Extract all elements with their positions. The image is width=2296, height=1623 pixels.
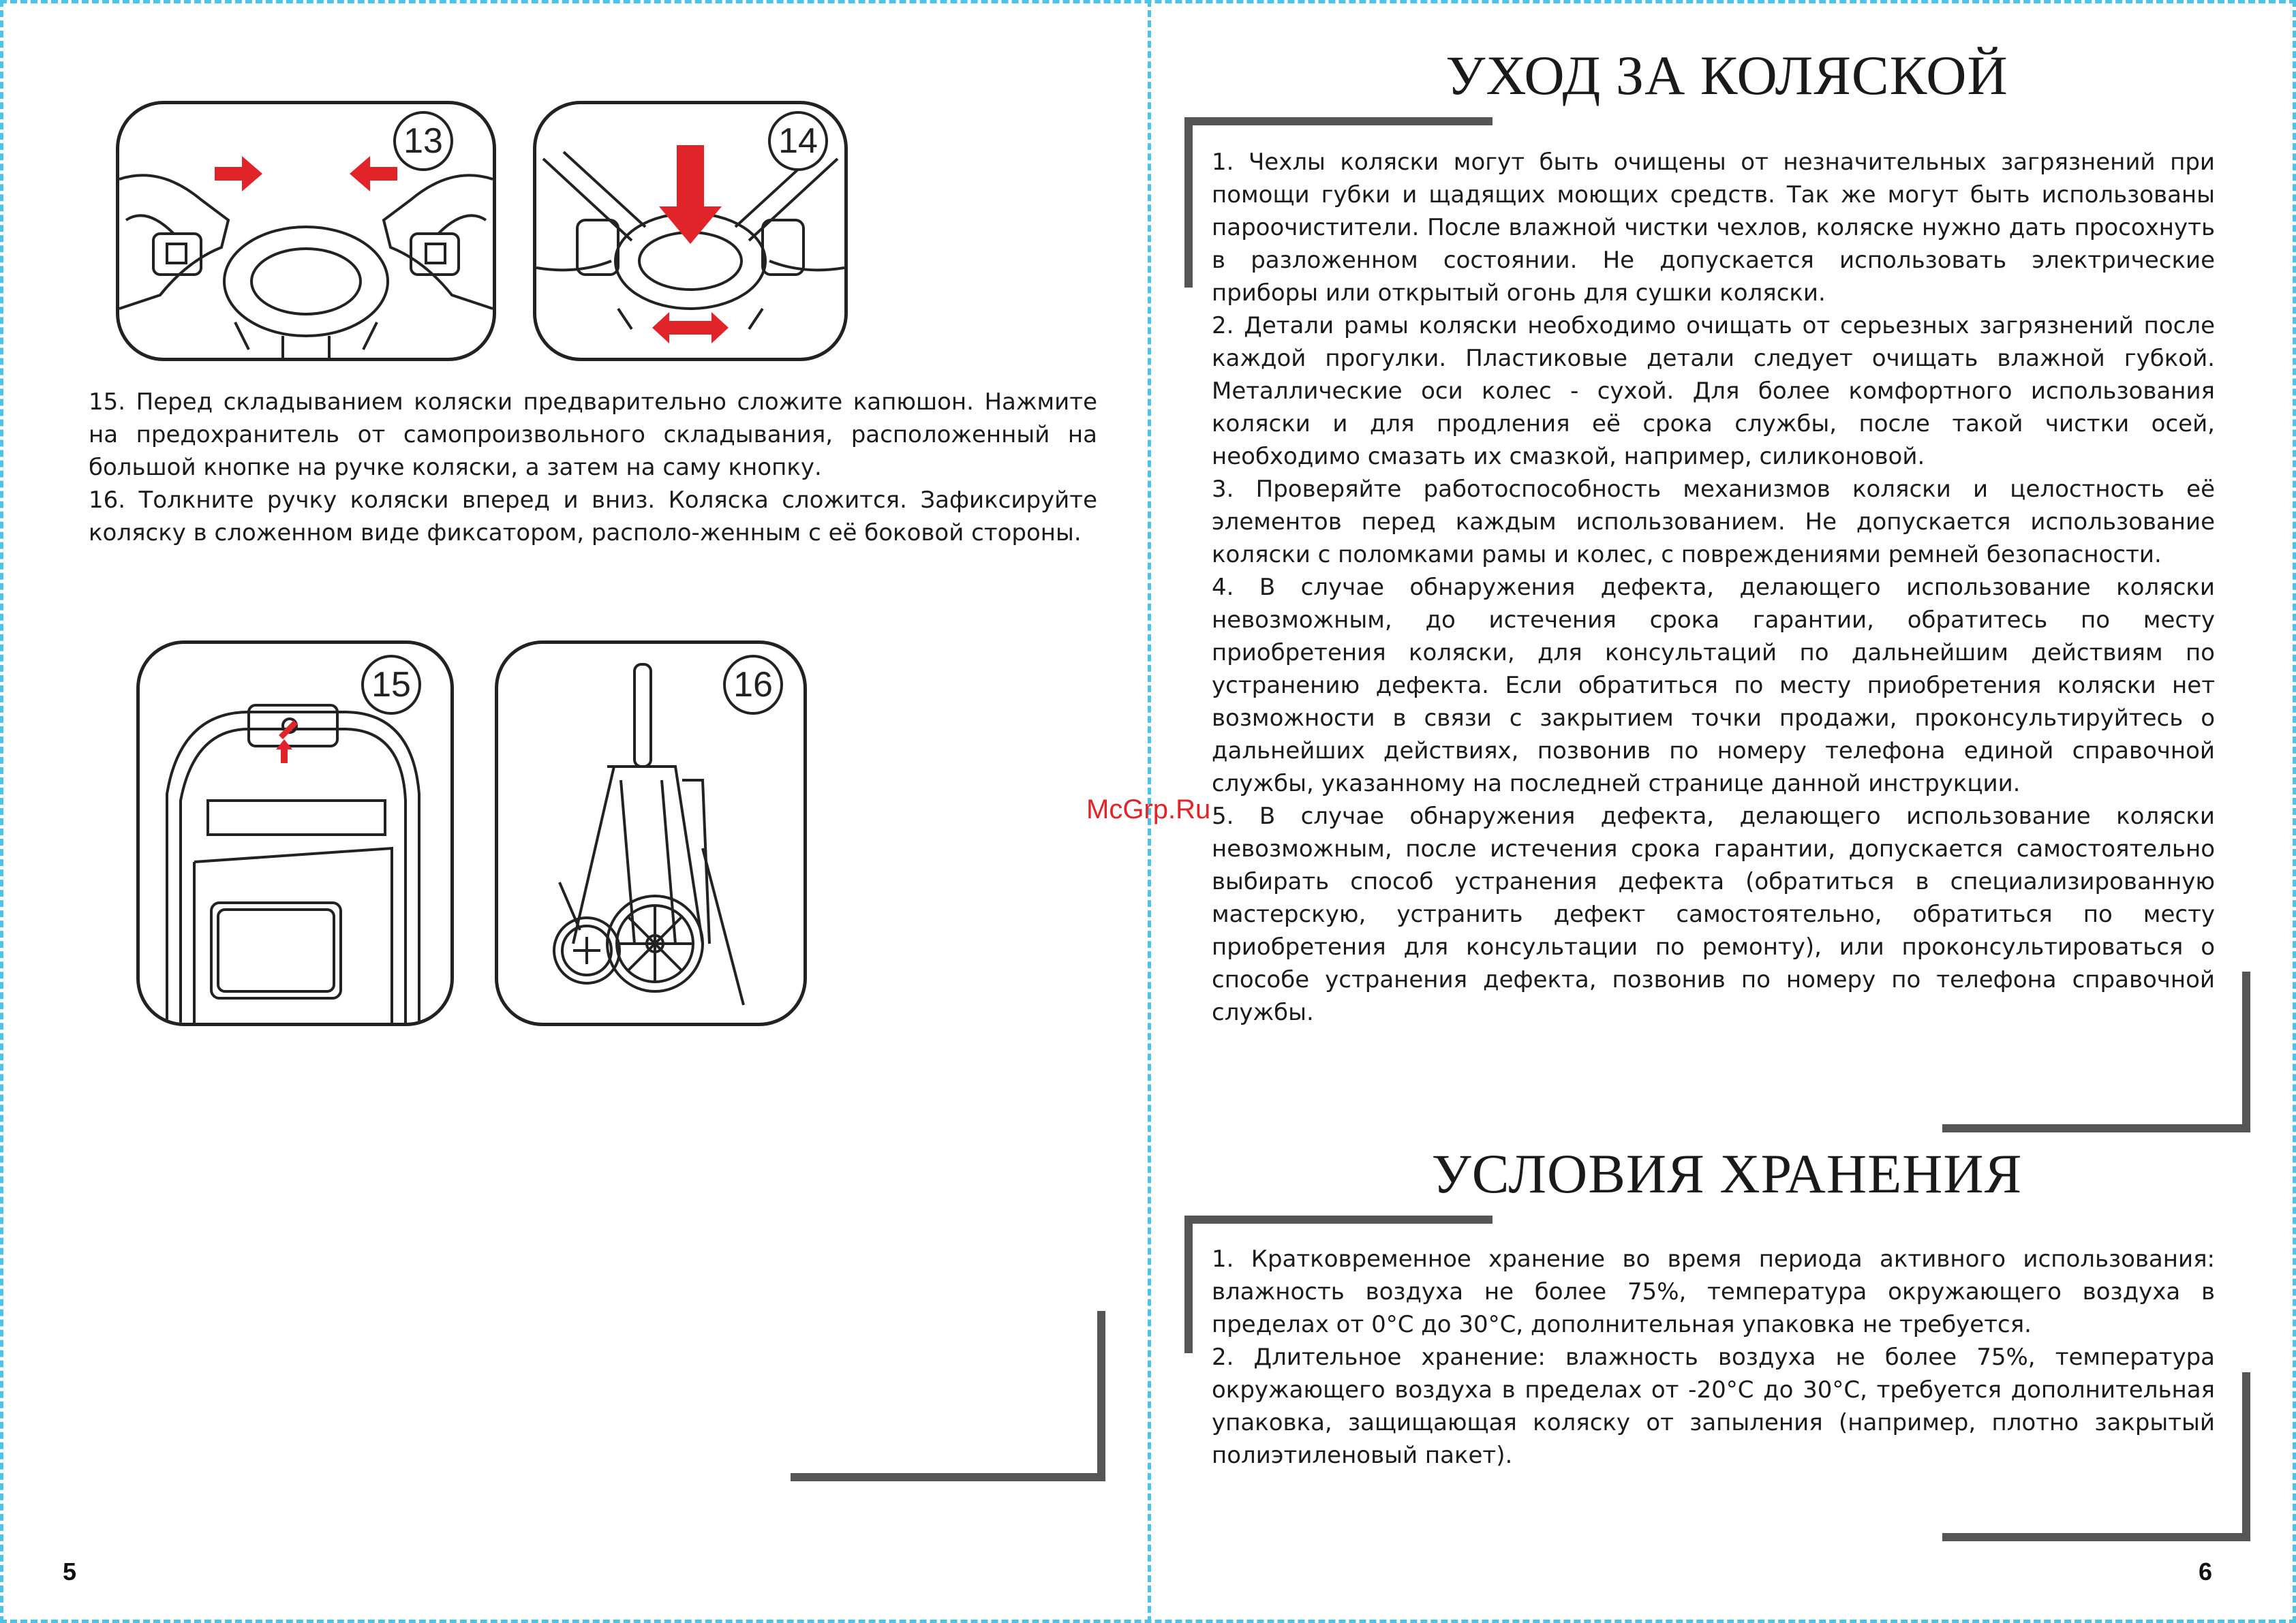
storage-item-2: 2. Длительное хранение: влажность воздуха не более 75%, температура окружающего воздуха в пределах от -20°С до 30°С, требуется дополнительная упаковка, защищающая коляску от запыления (например, плотно закрытый полиэтиленовый пакет). — [1212, 1344, 2215, 1469]
storage-title: УСЛОВИЯ ХРАНЕНИЯ — [1431, 1143, 2023, 1205]
page-number-left: 5 — [63, 1558, 77, 1586]
figure-13 — [116, 101, 496, 361]
decorative-bracket — [791, 1311, 1105, 1481]
left-instructions — [89, 386, 1097, 549]
figure-14 — [533, 101, 848, 361]
watermark: McGrp.Ru — [1086, 794, 1211, 824]
storage-bracket-bottom — [1942, 1372, 2250, 1541]
instruction-15: 15. Перед складыванием коляски предварительно сложите капюшон. Нажмите на предохранитель от самопроизвольного складывания, расположенный на большой кнопке на ручке коляски, а затем на саму кнопку. — [89, 388, 1097, 481]
figure-14-number: 14 — [768, 111, 828, 171]
figure-13-number: 13 — [393, 111, 453, 171]
care-item-5: 5. В случае обнаружения дефекта, делающего использование коляски невозможным, после истечения срока гарантии, допускается самостоятельно выбирать способ устранения дефекта (обратиться в специализированную мастерскую, устранить дефект самостоятельно, обратиться по месту приобретения для консультации по ремонту), или проконсультироваться о способе устранения дефекта, позвонив по номеру по телефона справочной службы. — [1212, 803, 2215, 1026]
page-number-right: 6 — [2199, 1558, 2213, 1586]
storage-item-1: 1. Кратковременное хранение во время периода активного использования: влажность воздуха не более 75%, температура окружающего воздуха в пределах от 0°С до 30°С, дополнительная упаковка не требуется. — [1212, 1246, 2215, 1338]
care-bracket-bottom — [1942, 972, 2250, 1132]
care-item-1: 1. Чехлы коляски могут быть очищены от незначительных загрязнений при помощи губки и щадящих моющих средств. Так же могут быть использованы пароочистители. После влажной чистки чехлов, коляске нужно дать просохнуть в разложенном состоянии. Не допускается использовать электрические приборы или открытый огонь для сушки коляски. — [1212, 149, 2215, 307]
figure-15 — [136, 640, 454, 1026]
care-item-4: 4. В случае обнаружения дефекта, делающего использование коляски невозможным, до истечения срока гарантии, обратитесь по месту приобретения коляски, для консультаций по дальнейшим действиям по устранению дефекта. Если обратиться по месту приобретения коляски нет возможности в связи с закрытием точки продажи, проконсультируйтесь о дальнейших действиях, позвонив по номеру телефона единой справочной службы, указанному на последней странице данной инструкции. — [1212, 574, 2215, 797]
care-title: УХОД ЗА КОЛЯСКОЙ — [1445, 44, 2008, 106]
care-item-3: 3. Проверяйте работоспособность механизмов коляски и целостность её элементов перед каждым использованием. Не допускается использование коляски с поломками рамы и колес, с повреждениями ремней безопасности. — [1212, 476, 2215, 568]
figure-15-number: 15 — [361, 655, 421, 715]
right-page — [1148, 0, 2296, 1623]
figure-16 — [495, 640, 807, 1026]
care-item-2: 2. Детали рамы коляски необходимо очищать от серьезных загрязнений после каждой прогулки. Пластиковые детали следует очищать влажной губкой. Металлические оси колес - сухой. Для более комфортного использования коляски и для продления её срока службы, после такой чистки осей, необходимо смазать их смазкой, например, силиконовой. — [1212, 312, 2215, 470]
figure-16-number: 16 — [723, 655, 783, 715]
instruction-16: 16. Толкните ручку коляски вперед и вниз. Коляска сложится. Зафиксируйте коляску в сложенном виде фиксатором, располо-женным с её боковой стороны. — [89, 486, 1097, 546]
care-instructions — [1212, 146, 2215, 1029]
